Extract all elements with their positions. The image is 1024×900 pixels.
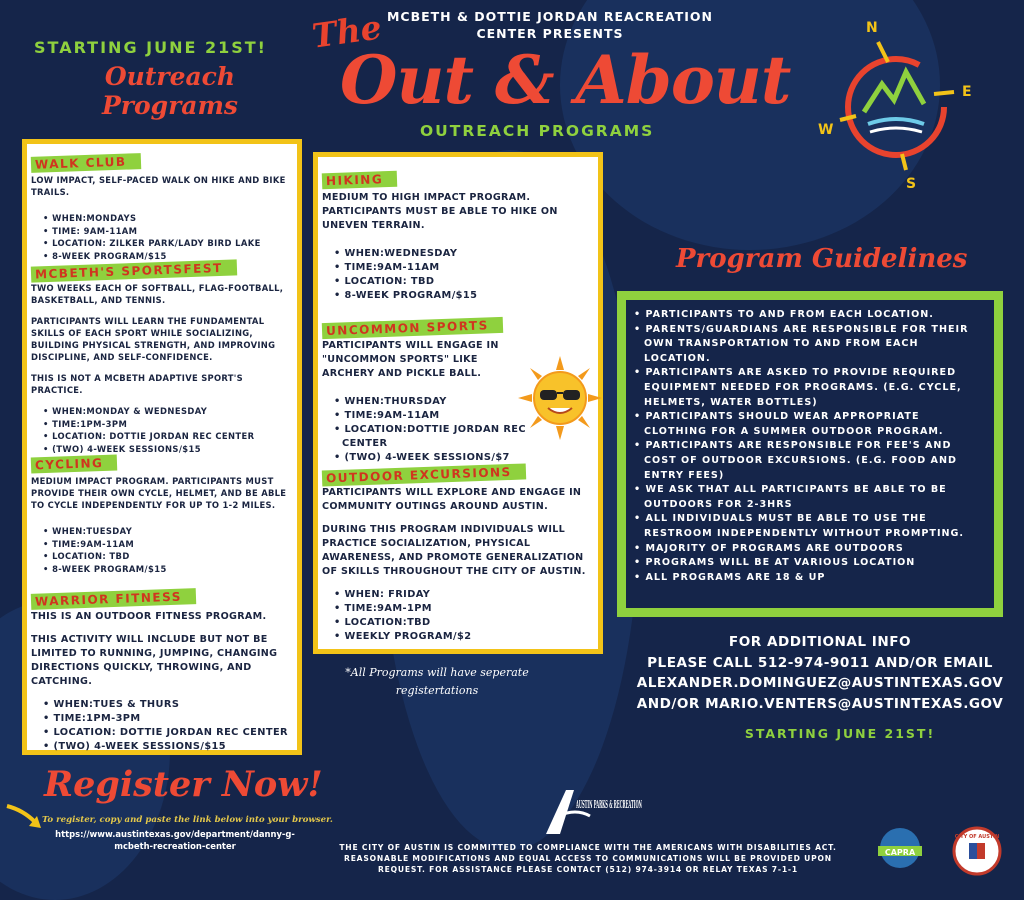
detail-item: • TIME:9AM-1PM <box>334 602 594 616</box>
detail-item: • WHEN:MONDAYS <box>43 212 293 225</box>
capra-badge-icon <box>874 826 926 870</box>
uncommon-sports-desc: PARTICIPANTS WILL ENGAGE IN "UNCOMMON SPORTS" LIKE ARCHERY AND PICKLE BALL. <box>322 340 499 379</box>
detail-item: • 8-WEEK PROGRAM/$15 <box>43 563 293 576</box>
info-email[interactable]: AND/OR MARIO.VENTERS@AUSTINTEXAS.GOV <box>636 695 1004 712</box>
cycling-title: CYCLING <box>31 454 118 473</box>
guidelines-title: Program Guidelines <box>676 244 968 274</box>
info-heading: FOR ADDITIONAL INFO <box>728 634 912 650</box>
guideline-item: • PARTICIPANTS SHOULD WEAR APPROPRIATE CLOTHING FOR A SUMMER OUTDOOR PROGRAM. <box>634 410 984 439</box>
guidelines-list <box>634 308 984 585</box>
capra-text: CAPRA <box>884 848 916 857</box>
detail-item: • TIME:9AM-11AM <box>334 409 534 423</box>
sportsfest-title: MCBETH'S SPORTSFEST <box>31 259 237 282</box>
sportsfest-desc: THIS IS NOT A MCBETH ADAPTIVE SPORT'S PRACTICE. <box>31 373 243 395</box>
walk-club-section <box>27 152 297 262</box>
guideline-item: • MAJORITY OF PROGRAMS ARE OUTDOORS <box>634 542 984 557</box>
detail-item: • LOCATION:DOTTIE JORDAN REC CENTER <box>334 423 534 451</box>
compass-e: E <box>962 84 972 100</box>
detail-item: • TIME:1PM-3PM <box>43 418 293 431</box>
warrior-fitness-details <box>43 698 293 754</box>
info-phone: PLEASE CALL 512-974-9011 AND/OR EMAIL <box>647 654 993 671</box>
hiking-section <box>318 169 598 303</box>
compass-s: S <box>906 176 917 192</box>
compass-w: W <box>818 122 834 138</box>
detail-item: • (TWO) 4-WEEK SESSIONS/$15 <box>43 740 293 754</box>
outdoor-excursions-desc: DURING THIS PROGRAM INDIVIDUALS WILL PRACTICE SOCIALIZATION, PHYSICAL AWARENESS, AND PROMOTE GENERALIZATION OF SKILLS THROUGHOUT THE CITY OF AUSTIN. <box>322 524 586 577</box>
outreach-programs-heading: Outreach Programs <box>101 62 239 120</box>
outdoor-excursions-details <box>334 588 594 644</box>
detail-item: • LOCATION: ZILKER PARK/LADY BIRD LAKE <box>43 237 293 250</box>
warrior-fitness-desc: THIS IS AN OUTDOOR FITNESS PROGRAM. <box>31 611 267 622</box>
guideline-item: • PARTICIPANTS ARE ASKED TO PROVIDE REQUIRED EQUIPMENT NEEDED FOR PROGRAMS. (E.G. CYCLE, HELMETS, WATER BOTTLES) <box>634 366 984 410</box>
detail-item: • LOCATION: TBD <box>43 550 293 563</box>
page-subtitle: OUTREACH PROGRAMS <box>420 122 655 140</box>
city-seal-icon <box>952 826 1002 876</box>
guideline-item: • PARENTS/GUARDIANS ARE RESPONSIBLE FOR THEIR OWN TRANSPORTATION TO AND FROM EACH LOCATION. <box>634 323 984 367</box>
sportsfest-desc: TWO WEEKS EACH OF SOFTBALL, FLAG-FOOTBALL, BASKETBALL, AND TENNIS. <box>31 283 284 305</box>
register-link[interactable]: https://www.austintexas.gov/department/danny-g-mcbeth-recreation-center <box>55 829 295 851</box>
warrior-fitness-section <box>27 588 297 754</box>
walk-club-details <box>43 212 293 262</box>
start-date-top: STARTING JUNE 21ST! <box>34 38 267 57</box>
hiking-details <box>334 247 594 303</box>
info-email[interactable]: ALEXANDER.DOMINGUEZ@AUSTINTEXAS.GOV <box>636 675 1004 691</box>
detail-item: • LOCATION: TBD <box>334 275 594 289</box>
walk-club-desc: LOW IMPACT, SELF-PACED WALK ON HIKE AND BIKE TRAILS. <box>31 175 286 197</box>
hiking-title: HIKING <box>322 171 398 190</box>
detail-item: • LOCATION:TBD <box>334 616 594 630</box>
austin-parks-logo <box>536 786 646 838</box>
outdoor-excursions-title: OUTDOOR EXCURSIONS <box>322 463 526 486</box>
detail-item: • LOCATION: DOTTIE JORDAN REC CENTER <box>43 430 293 443</box>
cycling-details <box>43 525 293 575</box>
cycling-desc: MEDIUM IMPACT PROGRAM. PARTICIPANTS MUST PROVIDE THEIR OWN CYCLE, HELMET, AND BE ABLE TO CYCLE INDEPENDENTLY FOR UP TO 1-2 MILES. <box>31 476 287 510</box>
guideline-item: • ALL INDIVIDUALS MUST BE ABLE TO USE THE RESTROOM INDEPENDENTLY WITHOUT PROMPTING. <box>634 512 984 541</box>
uncommon-sports-title: UNCOMMON SPORTS <box>322 317 503 339</box>
detail-item: • LOCATION: DOTTIE JORDAN REC CENTER <box>43 726 293 740</box>
sportsfest-desc: PARTICIPANTS WILL LEARN THE FUNDAMENTAL SKILLS OF EACH SPORT WHILE SOCIALIZING, BUILDING PHYSICAL STRENGTH, AND IMPROVING DISCIPLINE, AND SELF-CONFIDENCE. <box>31 316 276 362</box>
registration-note: *All Programs will have seperate registertations <box>345 666 529 697</box>
outdoor-excursions-section <box>318 464 598 644</box>
guideline-item: • WE ASK THAT ALL PARTICIPANTS BE ABLE TO BE OUTDOORS FOR 2-3HRS <box>634 483 984 512</box>
guideline-item: • PROGRAMS WILL BE AT VARIOUS LOCATION <box>634 556 984 571</box>
detail-item: • 8-WEEK PROGRAM/$15 <box>43 250 293 263</box>
detail-item: • TIME:9AM-11AM <box>43 538 293 551</box>
sun-sunglasses-icon <box>518 356 602 440</box>
parks-logo-text: AUSTIN PARKS & RECREATION <box>575 798 642 811</box>
outdoor-excursions-desc: PARTICIPANTS WILL EXPLORE AND ENGAGE IN COMMUNITY OUTINGS AROUND AUSTIN. <box>322 487 582 512</box>
detail-item: • WHEN:MONDAY & WEDNESDAY <box>43 405 293 418</box>
sportsfest-section <box>27 260 297 455</box>
detail-item: • TIME: 9AM-11AM <box>43 225 293 238</box>
guideline-item: • ALL PROGRAMS ARE 18 & UP <box>634 571 984 586</box>
detail-item: • WHEN: FRIDAY <box>334 588 594 602</box>
detail-item: • TIME:9AM-11AM <box>334 261 594 275</box>
programs-card-left <box>22 139 302 755</box>
detail-item: • (TWO) 4-WEEK SESSIONS/$7 <box>334 451 534 465</box>
detail-item: • WEEKLY PROGRAM/$2 <box>334 630 594 644</box>
presenter-text: MCBETH & DOTTIE JORDAN REACREATION CENTER PRESENTS <box>386 9 714 41</box>
guidelines-box <box>617 291 1003 617</box>
start-date-bottom: STARTING JUNE 21ST! <box>744 726 936 741</box>
compass-n: N <box>866 20 878 36</box>
detail-item: • WHEN:THURSDAY <box>334 395 534 409</box>
page-title: Out & About <box>340 41 791 119</box>
sportsfest-details <box>43 405 293 455</box>
detail-item: • WHEN:TUESDAY <box>43 525 293 538</box>
contact-info <box>620 632 1020 714</box>
warrior-fitness-title: WARRIOR FITNESS <box>31 588 196 610</box>
detail-item: • WHEN:TUES & THURS <box>43 698 293 712</box>
detail-item: • (TWO) 4-WEEK SESSIONS/$15 <box>43 443 293 456</box>
detail-item: • 8-WEEK PROGRAM/$15 <box>334 289 594 303</box>
register-heading: Register Now! <box>44 764 323 805</box>
warrior-fitness-desc: THIS ACTIVITY WILL INCLUDE BUT NOT BE LIMITED TO RUNNING, JUMPING, CHANGING DIRECTIONS QUICKLY, THROWING, AND CATCHING. <box>31 634 278 687</box>
ada-statement: THE CITY OF AUSTIN IS COMMITTED TO COMPLIANCE WITH THE AMERICANS WITH DISABILITIES ACT. REASONABLE MODIFICATIONS AND EQUAL ACCESS TO COMMUNICATIONS WILL BE PROVIDED UPON REQUEST. FOR ASSISTANCE PLEASE CONTACT (512) 974-3914 OR RELAY TEXAS 7-1-1 <box>339 843 837 874</box>
register-instructions: To register, copy and paste the link below into your browser. <box>42 815 333 825</box>
guideline-item: • PARTICIPANTS TO AND FROM EACH LOCATION. <box>634 308 984 323</box>
city-seal-text: CITY OF AUSTIN <box>954 834 1000 840</box>
compass-icon <box>806 12 986 192</box>
detail-item: • WHEN:WEDNESDAY <box>334 247 594 261</box>
guideline-item: • PARTICIPANTS ARE RESPONSIBLE FOR FEE'S AND COST OF OUTDOOR EXCURSIONS. (E.G. FOOD AND ENTRY FEES) <box>634 439 984 483</box>
uncommon-sports-details <box>334 395 534 465</box>
walk-club-title: WALK CLUB <box>31 153 141 173</box>
detail-item: • TIME:1PM-3PM <box>43 712 293 726</box>
title-the: The <box>309 7 384 56</box>
cycling-section <box>27 453 297 575</box>
hiking-desc: MEDIUM TO HIGH IMPACT PROGRAM. PARTICIPANTS MUST BE ABLE TO HIKE ON UNEVEN TERRAIN. <box>322 192 558 231</box>
